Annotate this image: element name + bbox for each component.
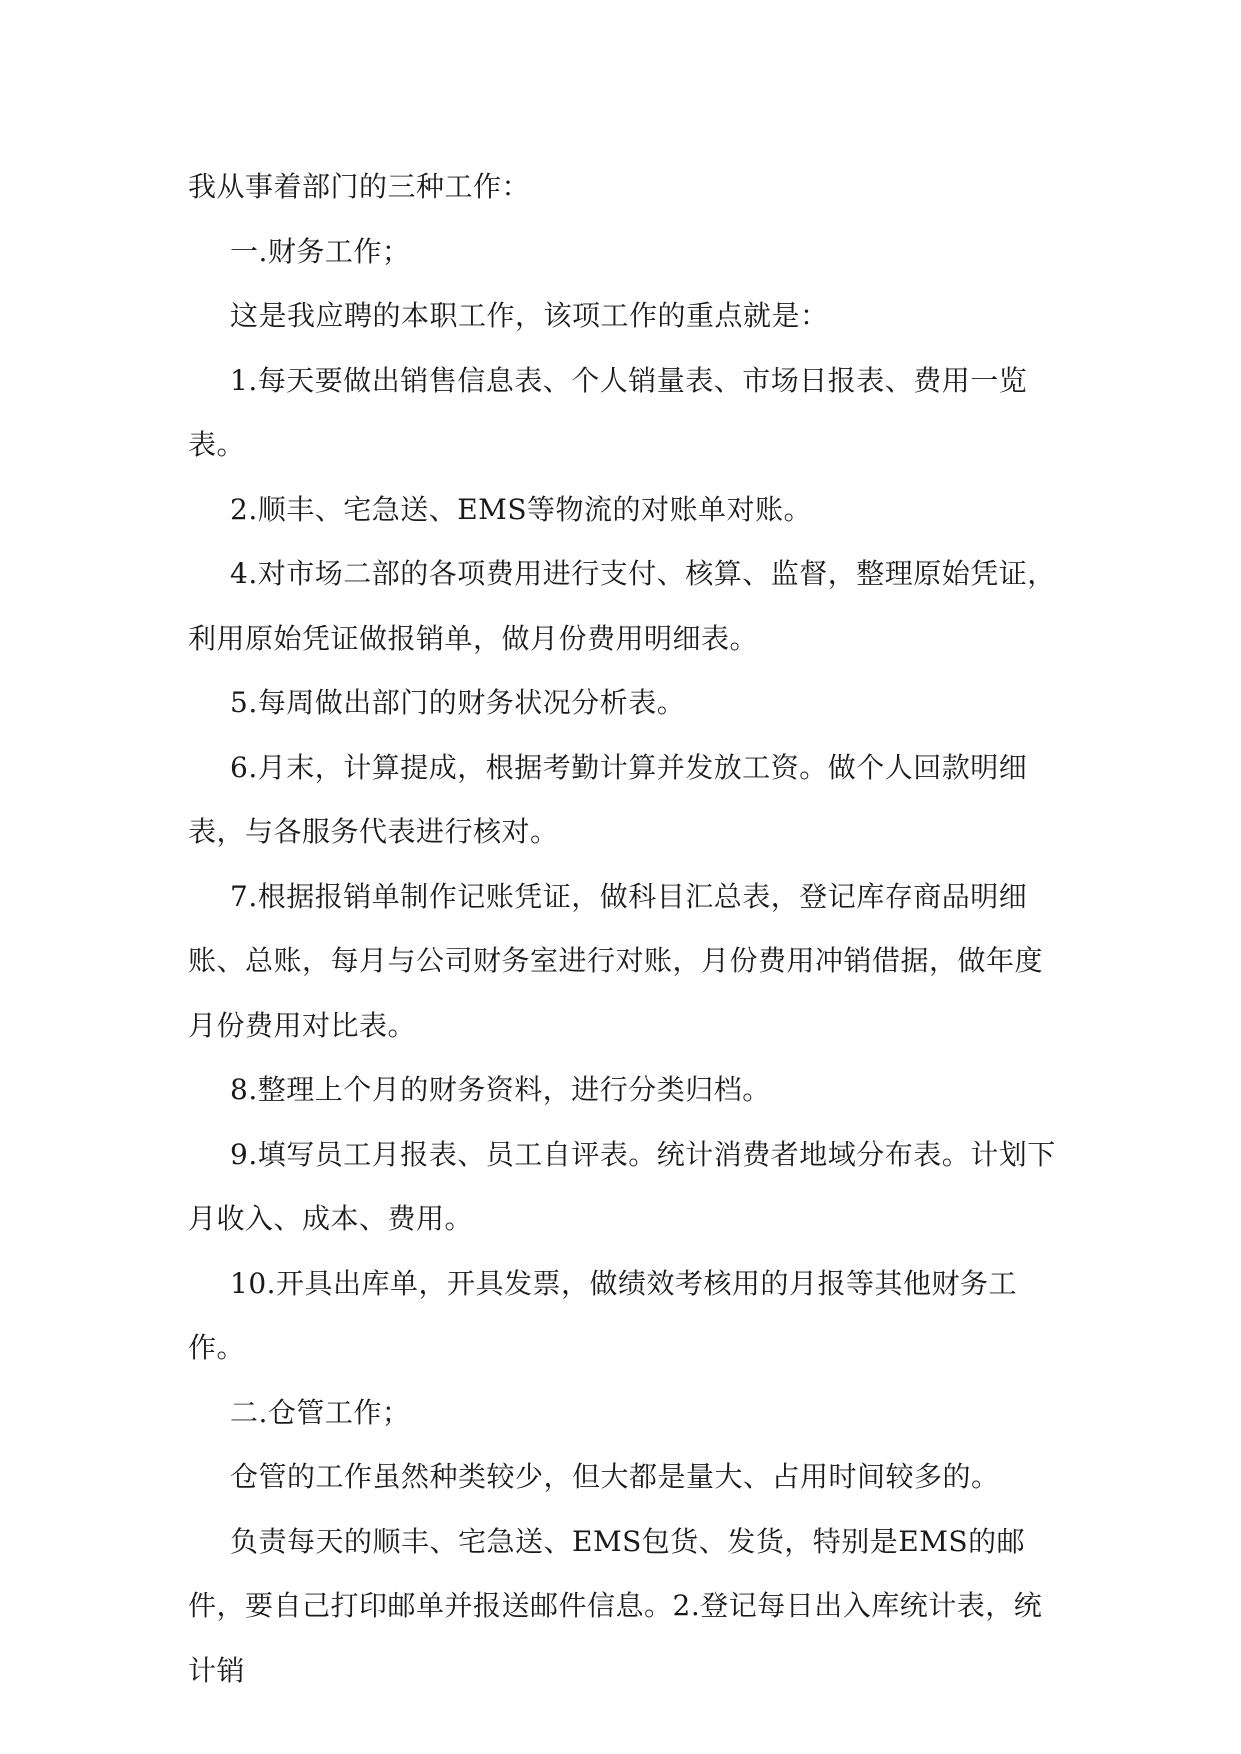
paragraph-item-7: 7.根据报销单制作记账凭证，做科目汇总表，登记库存商品明细账、总账，每月与公司财务室进行对账，月份费用冲销借据，做年度月份费用对比表。 bbox=[188, 879, 1044, 1042]
paragraph-finance-intro: 这是我应聘的本职工作，该项工作的重点就是： bbox=[230, 299, 829, 332]
paragraph-item-5: 5.每周做出部门的财务状况分析表。 bbox=[230, 686, 686, 719]
document-body bbox=[188, 155, 1068, 1703]
paragraph-item-9: 9.填写员工月报表、员工自评表。统计消费者地域分布表。计划下月收入、成本、费用。 bbox=[188, 1137, 1056, 1235]
paragraph-item-4: 4.对市场二部的各项费用进行支付、核算、监督，整理原始凭证，利用原始凭证做报销单，做月份费用明细表。 bbox=[188, 557, 1056, 655]
paragraph-item-2: 2.顺丰、宅急送、EMS等物流的对账单对账。 bbox=[230, 492, 813, 526]
paragraph-item-10: 10.开具出库单，开具发票，做绩效考核用的月报等其他财务工作。 bbox=[188, 1266, 1018, 1364]
paragraph-section-finance-heading: 一.财务工作； bbox=[230, 234, 411, 268]
paragraph-warehouse-intro: 仓管的工作虽然种类较少，但大都是量大、占用时间较多的。 bbox=[230, 1460, 1000, 1493]
paragraph-item-6: 6.月末，计算提成，根据考勤计算并发放工资。做个人回款明细表，与各服务代表进行核对。 bbox=[188, 750, 1028, 848]
paragraph-item-8: 8.整理上个月的财务资料，进行分类归档。 bbox=[230, 1073, 771, 1106]
paragraph-item-1: 1.每天要做出销售信息表、个人销量表、市场日报表、费用一览表。 bbox=[188, 363, 1028, 461]
paragraph-intro: 我从事着部门的三种工作： bbox=[188, 170, 531, 203]
paragraph-section-warehouse-heading: 二.仓管工作； bbox=[230, 1395, 411, 1429]
paragraph-warehouse-duties: 负责每天的顺丰、宅急送、EMS包货、发货，特别是EMS的邮件，要自己打印邮单并报送邮件信息。2.登记每日出入库统计表，统计销 bbox=[188, 1524, 1043, 1687]
